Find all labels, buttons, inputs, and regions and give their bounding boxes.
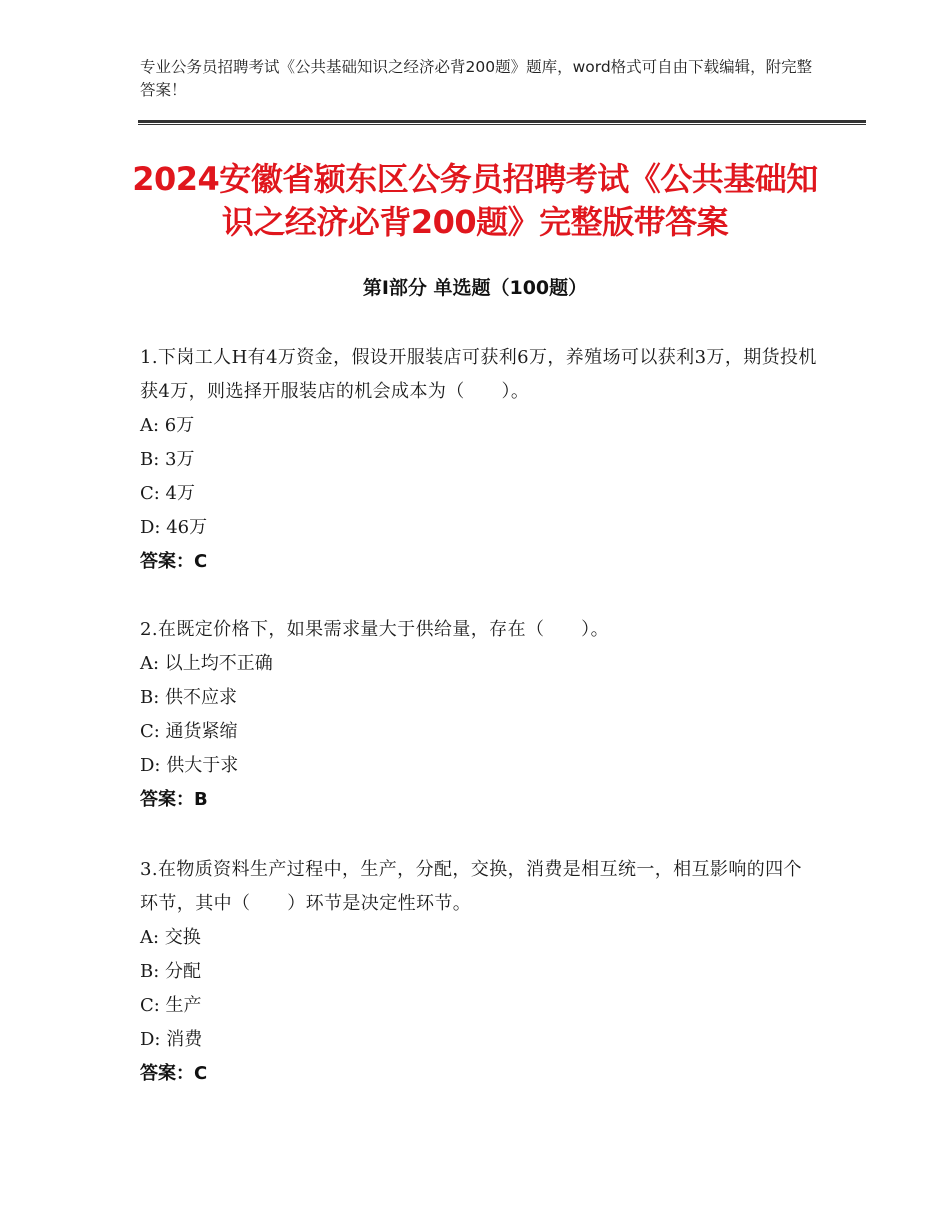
option-c: C: 4万	[140, 483, 196, 504]
option-d: D: 46万	[140, 517, 208, 538]
header-divider	[138, 120, 866, 125]
option-c: C: 生产	[140, 995, 202, 1016]
document-title: 2024安徽省颍东区公务员招聘考试《公共基础知识之经济必背200题》完整版带答案	[132, 160, 818, 241]
option-a: A: 交换	[140, 927, 201, 948]
answer-label: 答案：B	[140, 789, 208, 810]
question-stem: 1.下岗工人H有4万资金，假设开服装店可获利6万，养殖场可以获利3万，期货投机获4万，则选择开服装店的机会成本为（ ）。	[140, 347, 817, 402]
option-a: A: 6万	[140, 415, 195, 436]
question-stem: 3.在物质资料生产过程中，生产，分配，交换，消费是相互统一，相互影响的四个环节，其中（ ）环节是决定性环节。	[140, 859, 802, 914]
answer-label: 答案：C	[140, 1063, 208, 1084]
question-stem: 2.在既定价格下，如果需求量大于供给量，存在（ ）。	[140, 619, 609, 640]
question-3	[140, 853, 820, 1091]
question-1	[140, 341, 820, 579]
option-b: B: 分配	[140, 961, 202, 982]
option-c: C: 通货紧缩	[140, 721, 238, 742]
option-b: B: 供不应求	[140, 687, 238, 708]
section-title: 第Ⅰ部分 单选题（100题）	[362, 277, 588, 299]
header-note: 专业公务员招聘考试《公共基础知识之经济必背200题》题库，word格式可自由下载编辑，附完整答案！	[140, 58, 813, 99]
option-d: D: 供大于求	[140, 755, 239, 776]
option-b: B: 3万	[140, 449, 195, 470]
option-a: A: 以上均不正确	[140, 653, 273, 674]
option-d: D: 消费	[140, 1029, 203, 1050]
answer-label: 答案：C	[140, 551, 208, 572]
question-2	[140, 613, 820, 817]
